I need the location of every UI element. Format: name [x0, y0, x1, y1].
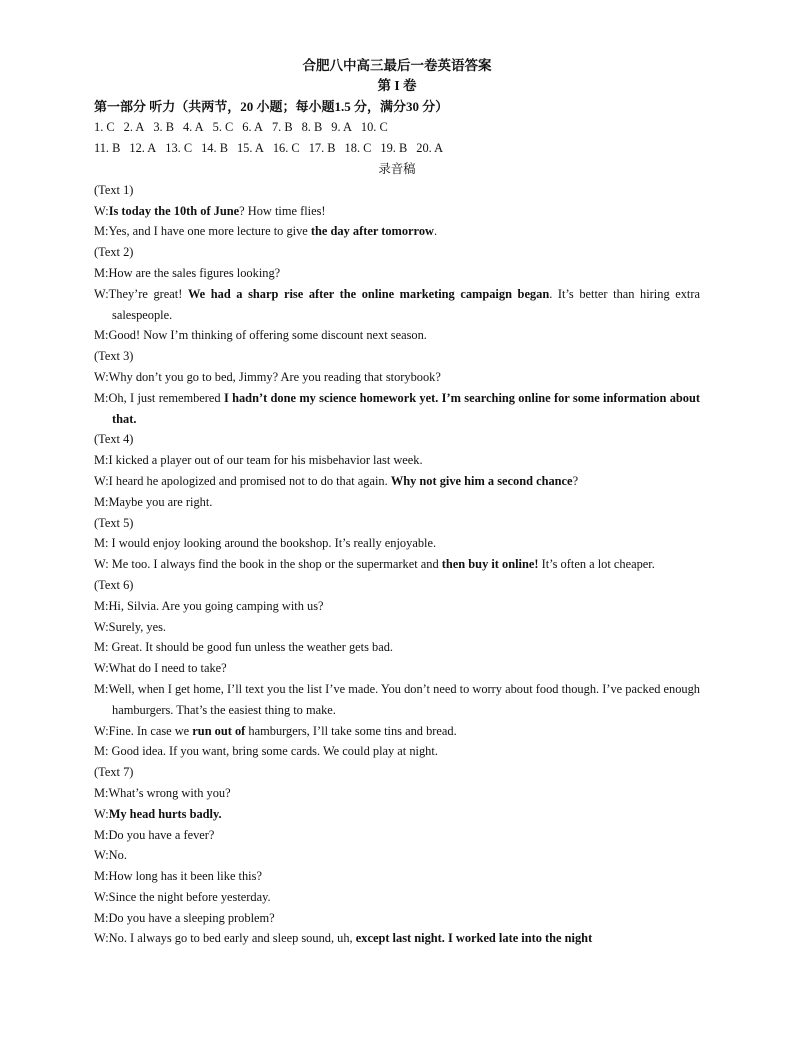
answer-item: 14. B — [201, 141, 228, 155]
text-label — [94, 180, 700, 201]
dialogue-line — [94, 637, 700, 658]
part-heading: 第一部分 听力（共两节，20 小题；每小题1.5 分，满分30 分） — [94, 99, 449, 114]
line-text: W: — [94, 806, 109, 821]
dialogue-line — [94, 679, 700, 721]
dialogue-line — [94, 388, 700, 430]
text-label — [94, 242, 700, 263]
answer-item: 15. A — [236, 141, 264, 155]
answer-item: 1. C — [94, 120, 115, 134]
dialogue-line — [94, 471, 700, 492]
answer-item: 6. A — [242, 120, 263, 134]
answer-highlight: except last night. I worked late into the night — [355, 931, 593, 946]
answer-item: 5. C — [212, 120, 234, 134]
dialogue-line — [94, 783, 700, 804]
dialogue-line — [94, 284, 700, 326]
answer-item: 12. A — [129, 141, 157, 155]
line-text: W:Surely, yes. — [94, 619, 167, 634]
dialogue-line — [94, 908, 700, 929]
dialogue-line — [94, 492, 700, 513]
dialogue-line — [94, 825, 700, 846]
dialogue-line — [94, 201, 700, 222]
answer-item: 11. B — [94, 141, 121, 155]
line-text: W:No. — [94, 848, 127, 863]
line-text: (Text 3) — [94, 349, 134, 364]
dialogue-line — [94, 928, 700, 949]
dialogue-line — [94, 221, 700, 242]
dialogue-line — [94, 804, 700, 825]
answer-item: 7. B — [271, 120, 293, 134]
dialogue-line — [94, 554, 700, 575]
dialogue-line — [94, 533, 700, 554]
answer-highlight: Why not give him a second chance — [390, 473, 573, 488]
answer-item: 4. A — [182, 120, 204, 134]
answer-row-2 — [94, 138, 700, 159]
line-text: M:Well, when I get home, I’ll text you the list I’ve made. You don’t need to worry about food though. I’ve packed enough hamburgers. That’s the easiest thing to make. — [94, 681, 700, 717]
line-text: (Text 2) — [94, 245, 134, 260]
line-text: M: Great. It should be good fun unless the weather gets bad. — [94, 640, 394, 655]
volume-heading: 第 I 卷 — [377, 78, 417, 93]
text-label — [94, 346, 700, 367]
dialogue-line — [94, 325, 700, 346]
line-text: W:Fine. In case we — [94, 723, 193, 738]
answer-item: 3. B — [153, 120, 174, 134]
text-label — [94, 429, 700, 450]
line-text: (Text 1) — [94, 182, 134, 197]
text-label — [94, 762, 700, 783]
answer-highlight: Is today the 10th of June — [108, 203, 240, 218]
line-text: hamburgers, I’ll take some tins and bread. — [245, 723, 457, 738]
line-text: M:What’s wrong with you? — [94, 785, 231, 800]
dialogue-line — [94, 845, 700, 866]
text-label — [94, 575, 700, 596]
dialogue-line — [94, 887, 700, 908]
line-text: M:Yes, and I have one more lecture to give — [94, 224, 311, 239]
line-text: M:How are the sales figures looking? — [94, 265, 281, 280]
line-text: ? How time flies! — [239, 203, 326, 218]
answer-highlight: My head hurts badly. — [108, 806, 222, 821]
answer-item: 18. C — [344, 141, 372, 155]
line-text: W: — [94, 203, 109, 218]
answer-document — [94, 56, 700, 949]
answer-item: 17. B — [308, 141, 336, 155]
dialogue-line — [94, 263, 700, 284]
line-text: W:No. I always go to bed early and sleep sound, uh, — [94, 931, 356, 946]
line-text: M: Good idea. If you want, bring some cards. We could play at night. — [94, 744, 438, 759]
dialogue-line — [94, 596, 700, 617]
answer-item: 8. B — [301, 120, 323, 134]
answer-highlight: run out of — [192, 723, 246, 738]
line-text: M:I kicked a player out of our team for his misbehavior last week. — [94, 453, 423, 468]
line-text: ? — [572, 473, 579, 488]
answer-highlight: I hadn’t done my science homework yet. I’m searching online for some information about that. — [112, 390, 701, 426]
dialogue-line — [94, 741, 700, 762]
line-text: M:How long has it been like this? — [94, 869, 262, 884]
line-text: . — [433, 224, 438, 239]
line-text: (Text 4) — [94, 432, 134, 447]
line-text: M:Oh, I just remembered — [94, 390, 224, 405]
answer-item: 10. C — [360, 120, 388, 134]
line-text: M:Good! Now I’m thinking of offering some discount next season. — [94, 328, 427, 343]
answer-item: 16. C — [272, 141, 300, 155]
line-text: M:Hi, Silvia. Are you going camping with us? — [94, 598, 324, 613]
answer-item: 9. A — [331, 120, 352, 134]
line-text: M:Do you have a fever? — [94, 827, 215, 842]
line-text: W:What do I need to take? — [94, 661, 227, 676]
answer-item: 2. A — [123, 120, 145, 134]
answer-item: 19. B — [380, 141, 408, 155]
line-text: (Text 6) — [94, 577, 134, 592]
answer-item: 13. C — [165, 141, 193, 155]
document-title: 合肥八中高三最后一卷英语答案 — [302, 58, 492, 73]
transcript-body — [94, 180, 700, 949]
line-text: W:Why don’t you go to bed, Jimmy? Are you reading that storybook? — [94, 369, 441, 384]
dialogue-line — [94, 367, 700, 388]
line-text: It’s often a lot cheaper. — [538, 557, 655, 572]
dialogue-line — [94, 450, 700, 471]
answer-highlight: the day after tomorrow — [310, 224, 434, 239]
transcript-heading: 录音稿 — [378, 162, 416, 176]
dialogue-line — [94, 721, 700, 742]
line-text: (Text 5) — [94, 515, 134, 530]
line-text: M:Do you have a sleeping problem? — [94, 910, 275, 925]
line-text: M: I would enjoy looking around the bookshop. It’s really enjoyable. — [94, 536, 437, 551]
answer-row-1 — [94, 117, 700, 138]
answer-highlight: We had a sharp rise after the online marketing campaign began — [187, 286, 550, 301]
dialogue-line — [94, 866, 700, 887]
line-text: (Text 7) — [94, 765, 134, 780]
line-text: M:Maybe you are right. — [94, 494, 213, 509]
line-text: W:I heard he apologized and promised not to do that again. — [94, 473, 391, 488]
line-text: W:Since the night before yesterday. — [94, 889, 271, 904]
answer-item: 20. A — [416, 141, 444, 155]
answer-highlight: then buy it online! — [441, 557, 539, 572]
dialogue-line — [94, 617, 700, 638]
dialogue-line — [94, 658, 700, 679]
line-text: . It’s better than hiring extra salespeople. — [112, 286, 700, 322]
line-text: W: Me too. I always find the book in the shop or the supermarket and — [94, 557, 442, 572]
line-text: W:They’re great! — [94, 286, 188, 301]
text-label — [94, 513, 700, 534]
